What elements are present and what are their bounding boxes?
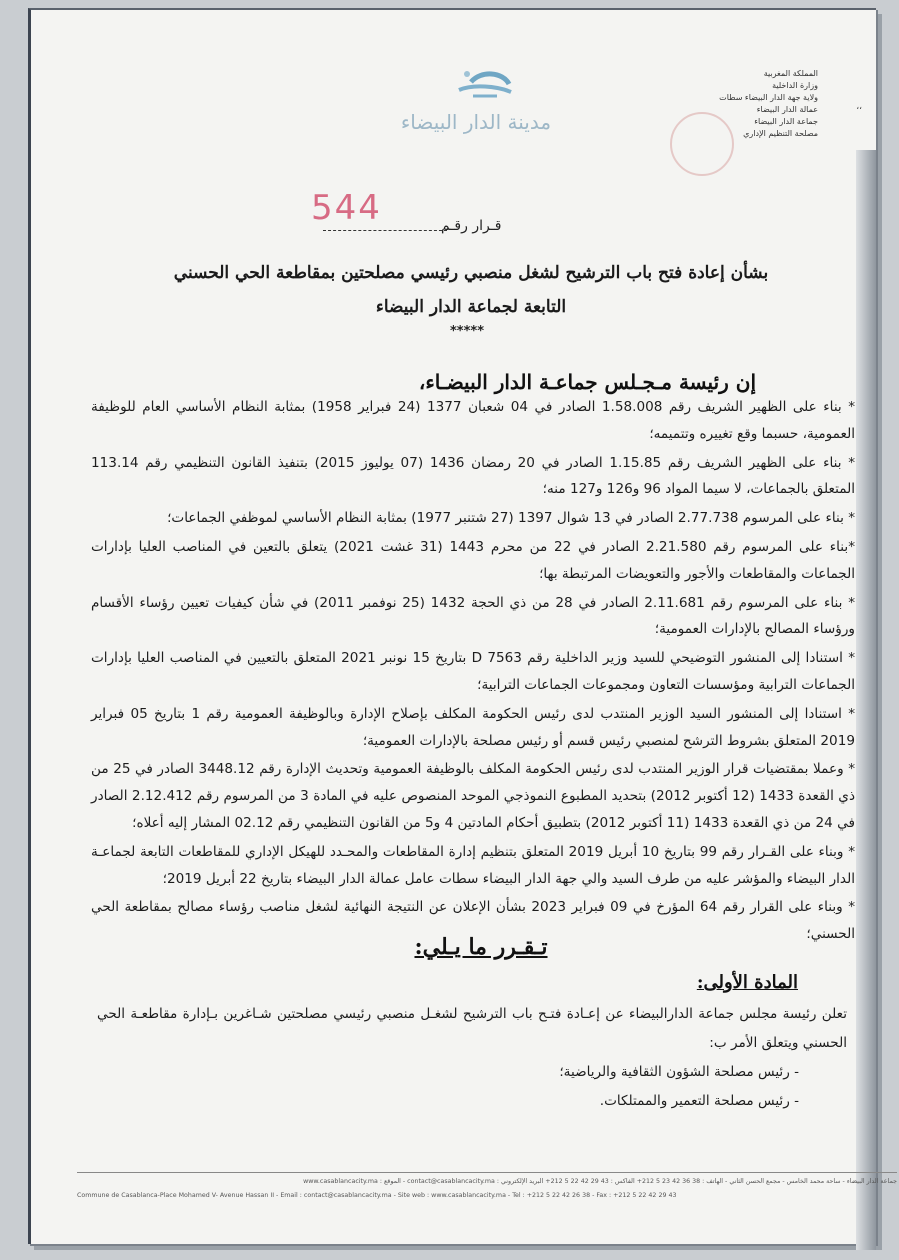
- decides-heading: تـقـرر ما يـلي:: [414, 934, 548, 960]
- article-one-list: [97, 1058, 847, 1116]
- consideration-item: * بناء على الظهير الشريف رقم 1.58.008 الصادر في 04 شعبان 1377 (24 فبراير 1958) بمثابة النظام الأساسي العام للوظيفة العمومية، حسبما وقع تغييره وتتميمه؛: [91, 399, 856, 442]
- page-edge-shadow: [856, 150, 876, 1250]
- list-item: - رئيس مصلحة التعمير والممتلكات.: [599, 1093, 799, 1109]
- consideration-item: * استنادا إلى المنشور التوضيحي للسيد وزير الداخلية رقم D 7563 بتاريخ 15 نونبر 2021 المتعلق بالتعيين في المناصب العليا بإدارات الجماعات الترابية ومؤسسات التعاون ومجموعات الجماعات الترابية؛: [91, 650, 855, 693]
- logo-text: مدينة الدار البيضاء: [400, 110, 552, 134]
- government-header: [668, 68, 818, 140]
- decision-number: 544: [311, 188, 382, 228]
- consideration-item: *بناء على المرسوم رقم 2.21.580 الصادر في 22 من محرم 1443 (31 غشت 2021) يتعلق بالتعين في المناصب العليا بإدارات الجماعات والمقاطعات والأجور والتعويضات المرتبطة بها؛: [91, 538, 855, 582]
- separator-stars: *****: [450, 324, 484, 339]
- article-one-body: [97, 1000, 847, 1116]
- gov-line: ولاية جهة الدار البيضاء سطات: [719, 93, 818, 102]
- footer-arabic: جماعة الدار البيضاء - ساحة محمد الخامس - مجمع الحسن الثاني - الهاتف : 38 36 42 23 5 212+ الفاكس : 43 29 42 22 5 212+ البريد الإلكتروني : contact@casablancacity.ma - الموقع : www.casablancacity.ma: [303, 1178, 897, 1185]
- decision-label: قـرار رقـم: [441, 218, 502, 234]
- footer-divider: [77, 1172, 897, 1173]
- consideration-item: * استنادا إلى المنشور السيد الوزير المنتدب لدى رئيس الحكومة المكلف بإصلاح الإدارة وبالوظيفة العمومية رقم 1 بتاريخ 05 فبراير 2019 المتعلق بشروط الترشح لمنصبي رئيس قسم أو رئيس مصلحة بالإدارات العمومية؛: [91, 705, 856, 749]
- margin-mark: ،،: [856, 102, 862, 112]
- footer-french: Commune de Casablanca-Place Mohamed V- Avenue Hassan II - Email : contact@casablancacity.ma - Site web : www.casablancacity.ma - Tel : +212 5 22 42 26 38 - Fax : +212 5 22 42 29 43: [77, 1192, 677, 1199]
- document-title: [151, 256, 791, 324]
- title-line-2: التابعة لجماعة الدار البيضاء: [375, 297, 567, 317]
- list-item: - رئيس مصلحة الشؤون الثقافية والرياضية؛: [559, 1064, 799, 1080]
- decision-number-line: [323, 230, 447, 231]
- document-page: [28, 8, 897, 1244]
- gov-line: مصلحة التنظيم الإداري: [743, 129, 818, 138]
- consideration-item: * وعملا بمقتضيات قرار الوزير المنتدب لدى رئيس الحكومة المكلف بالوظيفة العمومية وتحديث الإدارة رقم 3448.12 الصادر في 25 من ذي القعدة 1433 (12 أكتوبر 2012) بتحديد المطبوع النموذجي الموحد المنصوص عليه في المادة 3 من المرسوم رقم 2.12.412 الصادر في 24 من ذي القعدة 1433 (11 أكتوبر 2012) بتطبيق أحكام المادتين 4 و5 من القانون التنظيمي رقم 02.12 المشار إليه أعلاه؛: [91, 761, 855, 831]
- gov-line: وزارة الداخلية: [772, 81, 818, 90]
- article-one-text: تعلن رئيسة مجلس جماعة الدارالبيضاء عن إعـادة فتـح باب الترشيح لشغـل منصبي رئيسي مصلحتين شـاغرين بـإدارة مقاطعـة الحي الحسني ويتعلق الأمر ب:: [97, 1006, 847, 1051]
- consideration-item: * بناء على المرسوم 2.77.738 الصادر في 13 شوال 1397 (27 شتنبر 1977) بمثابة النظام الأساسي لموظفي الجماعات؛: [167, 510, 855, 527]
- consideration-item: * بناء على المرسوم رقم 2.11.681 الصادر في 28 من ذي الحجة 1432 (25 نوفمبر 2011) في شأن كيفيات تعيين رؤساء الأقسام ورؤساء المصالح بالإدارات العمومية؛: [91, 594, 855, 638]
- gov-line: المملكة المغربية: [763, 69, 818, 78]
- intro-heading: إن رئيسة مـجـلس جماعـة الدار البيضـاء،: [418, 370, 756, 394]
- gov-line: جماعة الدار البيضاء: [754, 117, 818, 126]
- article-one-heading: المادة الأولى:: [696, 972, 798, 993]
- title-line-1: بشأن إعادة فتح باب الترشيح لشغل منصبي رئيسي مصلحتين بمقاطعة الحي الحسني: [173, 263, 769, 283]
- consideration-item: * وبناء على القـرار رقم 99 بتاريخ 10 أبريل 2019 المتعلق بتنظيم إدارة المقاطعات والمحـدد للهيكل الإداري للمقاطعات التابعة لجماعـة الدار البيضاء والمؤشر عليه من طرف السيد والي جهة الدار البيضاء سطات عامل عمالة الدار البيضاء بتاريخ 22 أبريل 2019؛: [91, 843, 856, 887]
- consideration-item: * بناء على الظهير الشريف رقم 1.15.85 الصادر في 20 رمضان 1436 (07 يوليوز 2015) بتنفيذ القانون التنظيمي رقم 113.14 المتعلق بالجماعات، لا سيما المواد 96 و126 و127 منه؛: [91, 454, 855, 498]
- consideration-item: * وبناء على القرار رقم 64 المؤرخ في 09 فبراير 2023 بشأن الإعلان عن النتيجة النهائية لشغل مناصب رؤساء مصالح بمقاطعة الحي الحسني؛: [91, 899, 856, 943]
- considerations: [91, 394, 855, 950]
- gov-line: عمالة الدار البيضاء: [756, 105, 818, 114]
